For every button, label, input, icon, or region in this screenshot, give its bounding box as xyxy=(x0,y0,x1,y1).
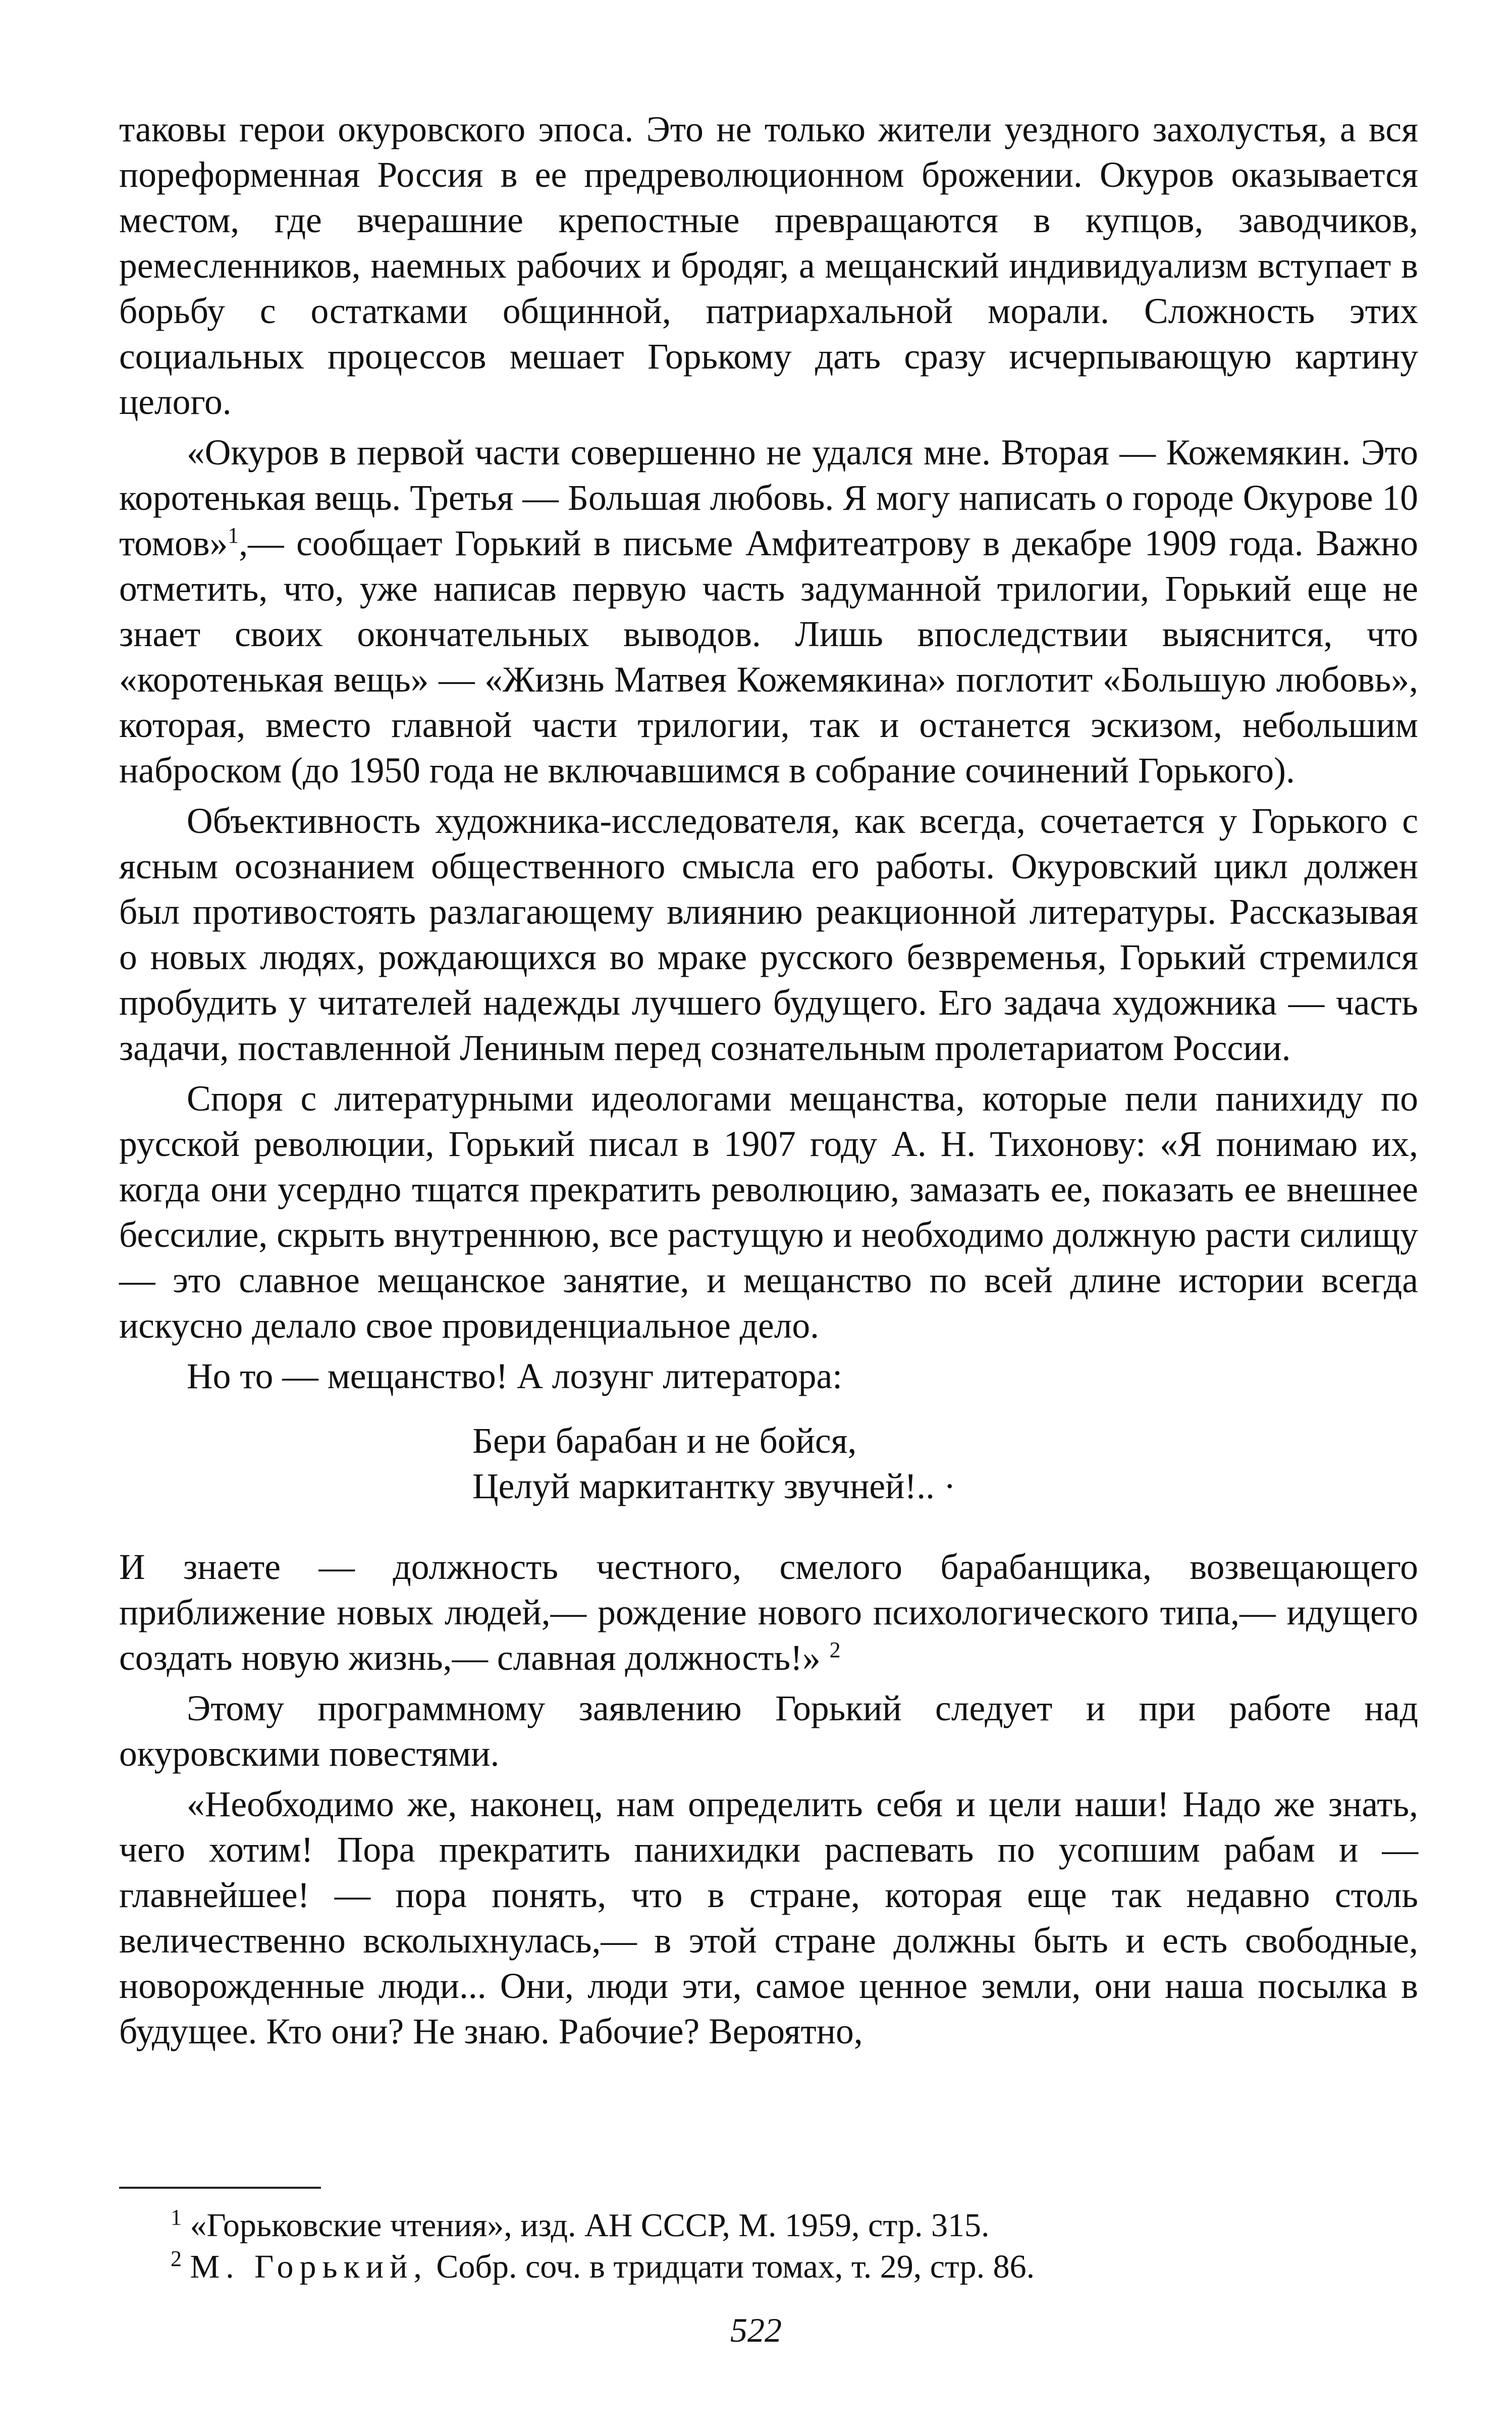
footnote-ref-1: 1 xyxy=(228,523,239,548)
paragraph-6-text: И знаете — должность честного, смелого барабанщика, возвещающего приближение новых людей,— рождение нового психологического типа,— идущего создать новую жизнь,— славная должность!» xyxy=(119,1547,1418,1678)
paragraph-2 xyxy=(119,430,1418,794)
paragraph-4: Споря с литературными идеологами мещанства, которые пели панихиду по русской революции, Горький писал в 1907 году А. Н. Тихонову: «Я понимаю их, когда они усердно тщатся прекратить революцию, замазать ее, показать ее внешнее бессилие, скрыть внутреннюю, все растущую и необходимо должную расти силищу — это славное мещанское занятие, и мещанство по всей длине истории всегда искусно делало свое провиденциальное дело. xyxy=(119,1079,1418,1346)
paragraph-5: Но то — мещанство! А лозунг литератора: xyxy=(187,1356,843,1396)
footnote-1 xyxy=(171,2205,1418,2246)
footnote-2-text: Собр. соч. в тридцати томах, т. 29, стр. 86. xyxy=(436,2248,1035,2285)
footnote-2 xyxy=(171,2246,1418,2288)
footnote-divider xyxy=(119,2187,321,2189)
paragraph-2-continuation: ,— сообщает Горький в письме Амфитеатрову в декабре 1909 года. Важно отметить, что, уже написав первую часть задуманной трилогии, Горький еще не знает своих окончательных выводов. Лишь впоследствии выяснится, что «коротенькая вещь» — «Жизнь Матвея Кожемякина» поглотит «Большую любовь», которая, вместо главной части трилогии, так и останется эскизом, небольшим наброском (до 1950 года не включавшимся в собрание сочинений Горького). xyxy=(119,523,1418,790)
paragraph-7: Этому программному заявлению Горький следует и при работе над окуровскими повестями. xyxy=(119,1689,1418,1774)
verse-line-2-text: Целуй маркитантку звучней!.. xyxy=(472,1466,935,1506)
footnote-2-mark: 2 xyxy=(171,2246,182,2271)
verse-line-2 xyxy=(472,1464,1418,1509)
main-text xyxy=(119,107,1418,2060)
paragraph-2-quote: «Окуров в первой части совершенно не удался мне. Вторая — Кожемякин. Это коротенькая вещь. Третья — Большая любовь. Я могу написать о городе Окурове 10 томов» xyxy=(119,433,1418,563)
footnote-ref-2: 2 xyxy=(829,1638,841,1663)
paragraph-3: Объективность художника-исследователя, как всегда, сочетается у Горького с ясным осознанием общественного смысла его работы. Окуровский цикл должен был противостоять разлагающему влиянию реакционной литературы. Рассказывая о новых людях, рождающихся во мраке русского безвременья, Горький стремился пробудить у читателей надежды лучшего будущего. Его задача художника — часть задачи, поставленной Лениным перед сознательным пролетариатом России. xyxy=(119,801,1418,1068)
footnotes xyxy=(171,2205,1418,2288)
verse-quote xyxy=(119,1418,1418,1509)
footnote-1-mark: 1 xyxy=(171,2205,182,2230)
paragraph-8: «Необходимо же, наконец, нам определить себя и цели наши! Надо же знать, чего хотим! Пора прекратить панихидки распевать по усопшим рабам и — главнейшее! — пора понять, что в стране, которая еще так недавно столь величественно всколыхнулась,— в этой стране должны быть и есть свободные, новорожденные люди... Они, люди эти, самое ценное земли, они наша посылка в будущее. Кто они? Не знаю. Рабочие? Вероятно, xyxy=(119,1784,1418,2051)
verse-line-1: Бери барабан и не бойся, xyxy=(472,1421,857,1461)
footnote-2-author: М. Горький, xyxy=(190,2248,428,2285)
paragraph-6 xyxy=(119,1545,1418,1681)
verse-mark: · xyxy=(943,1466,956,1506)
page-number: 522 xyxy=(730,2311,782,2349)
footnote-1-text: «Горьковские чтения», изд. АН СССР, М. 1959, стр. 315. xyxy=(190,2207,990,2244)
paragraph-1: таковы герои окуровского эпоса. Это не только жители уездного захолустья, а вся пореформенная Россия в ее предреволюционном брожении. Окуров оказывается местом, где вчерашние крепостные превращаются в купцов, заводчиков, ремесленников, наемных рабочих и бродяг, а мещанский индивидуализм вступает в борьбу с остатками общинной, патриархальной морали. Сложность этих социальных процессов мешает Горькому дать сразу исчерпывающую картину целого. xyxy=(119,110,1418,422)
